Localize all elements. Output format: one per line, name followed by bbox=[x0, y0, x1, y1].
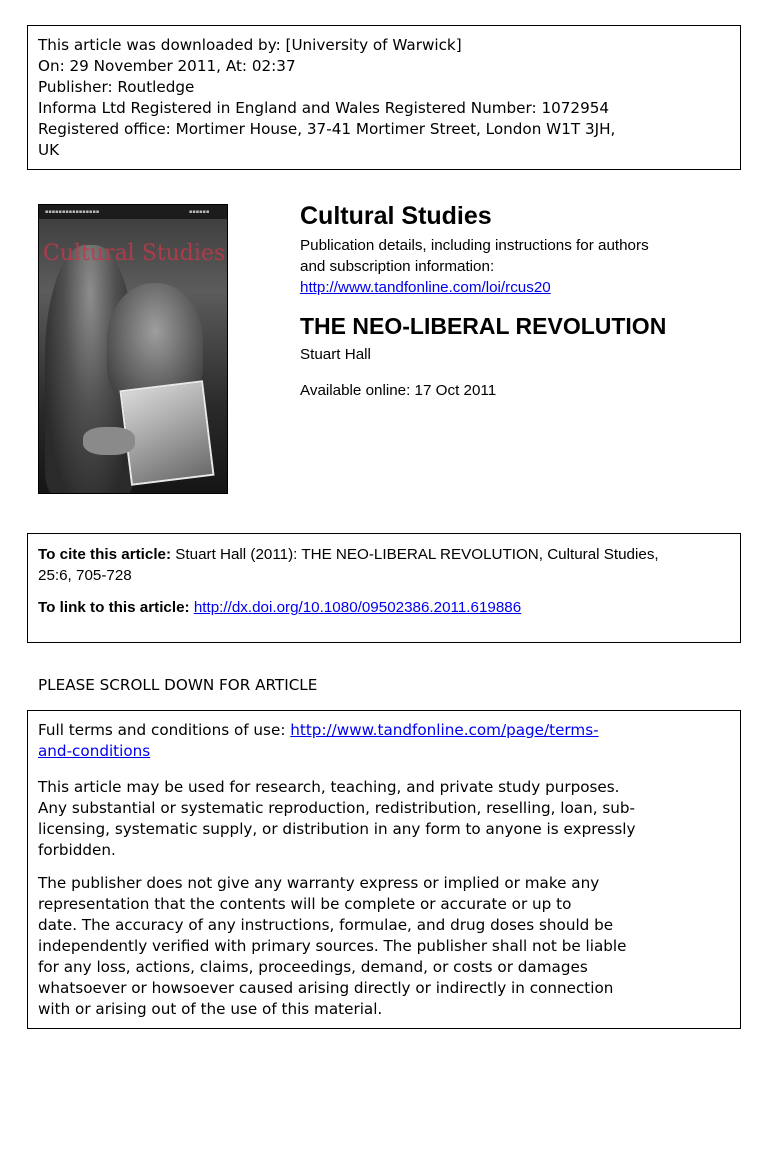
cover-header-strip: ▪▪▪▪▪▪▪▪▪▪▪▪▪▪▪▪ ▪▪▪▪▪▪ bbox=[39, 205, 227, 219]
cite-label: To cite this article: bbox=[38, 546, 172, 563]
cover-hand bbox=[83, 427, 135, 455]
article-title: THE NEO-LIBERAL REVOLUTION bbox=[300, 313, 667, 339]
download-line: Informa Ltd Registered in England and Wales Registered Number: 1072954 bbox=[38, 99, 610, 117]
publication-details: Publication details, including instructions for authors bbox=[300, 237, 649, 254]
terms-intro: Full terms and conditions of use: bbox=[38, 721, 291, 739]
terms-para1-line: This article may be used for research, teaching, and private study purposes. bbox=[38, 778, 620, 796]
link-label: To link to this article: bbox=[38, 599, 194, 616]
terms-para2-line: for any loss, actions, claims, proceedings, demand, or costs or damages bbox=[38, 958, 588, 976]
citation-box bbox=[27, 533, 741, 643]
cover-held-photograph bbox=[119, 380, 214, 486]
download-notice-box bbox=[27, 25, 741, 170]
terms-intro-line bbox=[38, 720, 599, 741]
publication-details: and subscription information: bbox=[300, 258, 495, 275]
journal-url-link[interactable]: http://www.tandfonline.com/loi/rcus20 bbox=[300, 279, 551, 296]
download-line: Registered office: Mortimer House, 37-41 Mortimer Street, London W1T 3JH, bbox=[38, 120, 616, 138]
download-line: This article was downloaded by: [University of Warwick] bbox=[38, 36, 462, 54]
available-online-date: Available online: 17 Oct 2011 bbox=[300, 382, 497, 399]
terms-para2-line: representation that the contents will be complete or accurate or up to bbox=[38, 895, 572, 913]
download-line: On: 29 November 2011, At: 02:37 bbox=[38, 57, 296, 75]
article-author: Stuart Hall bbox=[300, 346, 371, 363]
terms-url-link[interactable]: http://www.tandfonline.com/page/terms- bbox=[290, 721, 599, 739]
terms-para2-line: with or arising out of the use of this material. bbox=[38, 1000, 383, 1018]
journal-cover-image bbox=[38, 204, 228, 494]
terms-para1-line: Any substantial or systematic reproduction, redistribution, reselling, loan, sub- bbox=[38, 799, 636, 817]
download-line: UK bbox=[38, 141, 60, 159]
citation-line bbox=[38, 544, 659, 565]
link-line bbox=[38, 597, 521, 618]
terms-para1-line: licensing, systematic supply, or distribution in any form to anyone is expressly bbox=[38, 820, 636, 838]
terms-para1-line: forbidden. bbox=[38, 841, 116, 859]
terms-para2-line: The publisher does not give any warranty express or implied or make any bbox=[38, 874, 600, 892]
terms-para2-line: whatsoever or howsoever caused arising directly or indirectly in connection bbox=[38, 979, 614, 997]
terms-box bbox=[27, 710, 741, 1029]
terms-para2-line: independently verified with primary sources. The publisher shall not be liable bbox=[38, 937, 627, 955]
doi-link[interactable]: http://dx.doi.org/10.1080/09502386.2011.619886 bbox=[193, 599, 522, 616]
cite-text: Stuart Hall (2011): THE NEO-LIBERAL REVOLUTION, Cultural Studies, bbox=[171, 546, 659, 563]
citation-line: 25:6, 705-728 bbox=[38, 567, 132, 584]
journal-title: Cultural Studies bbox=[300, 202, 492, 230]
download-line: Publisher: Routledge bbox=[38, 78, 195, 96]
cover-title: Cultural Studies bbox=[43, 241, 226, 266]
terms-para2-line: date. The accuracy of any instructions, formulae, and drug doses should be bbox=[38, 916, 614, 934]
scroll-notice: PLEASE SCROLL DOWN FOR ARTICLE bbox=[38, 676, 318, 694]
terms-url-link-continued[interactable]: and-conditions bbox=[38, 742, 151, 760]
